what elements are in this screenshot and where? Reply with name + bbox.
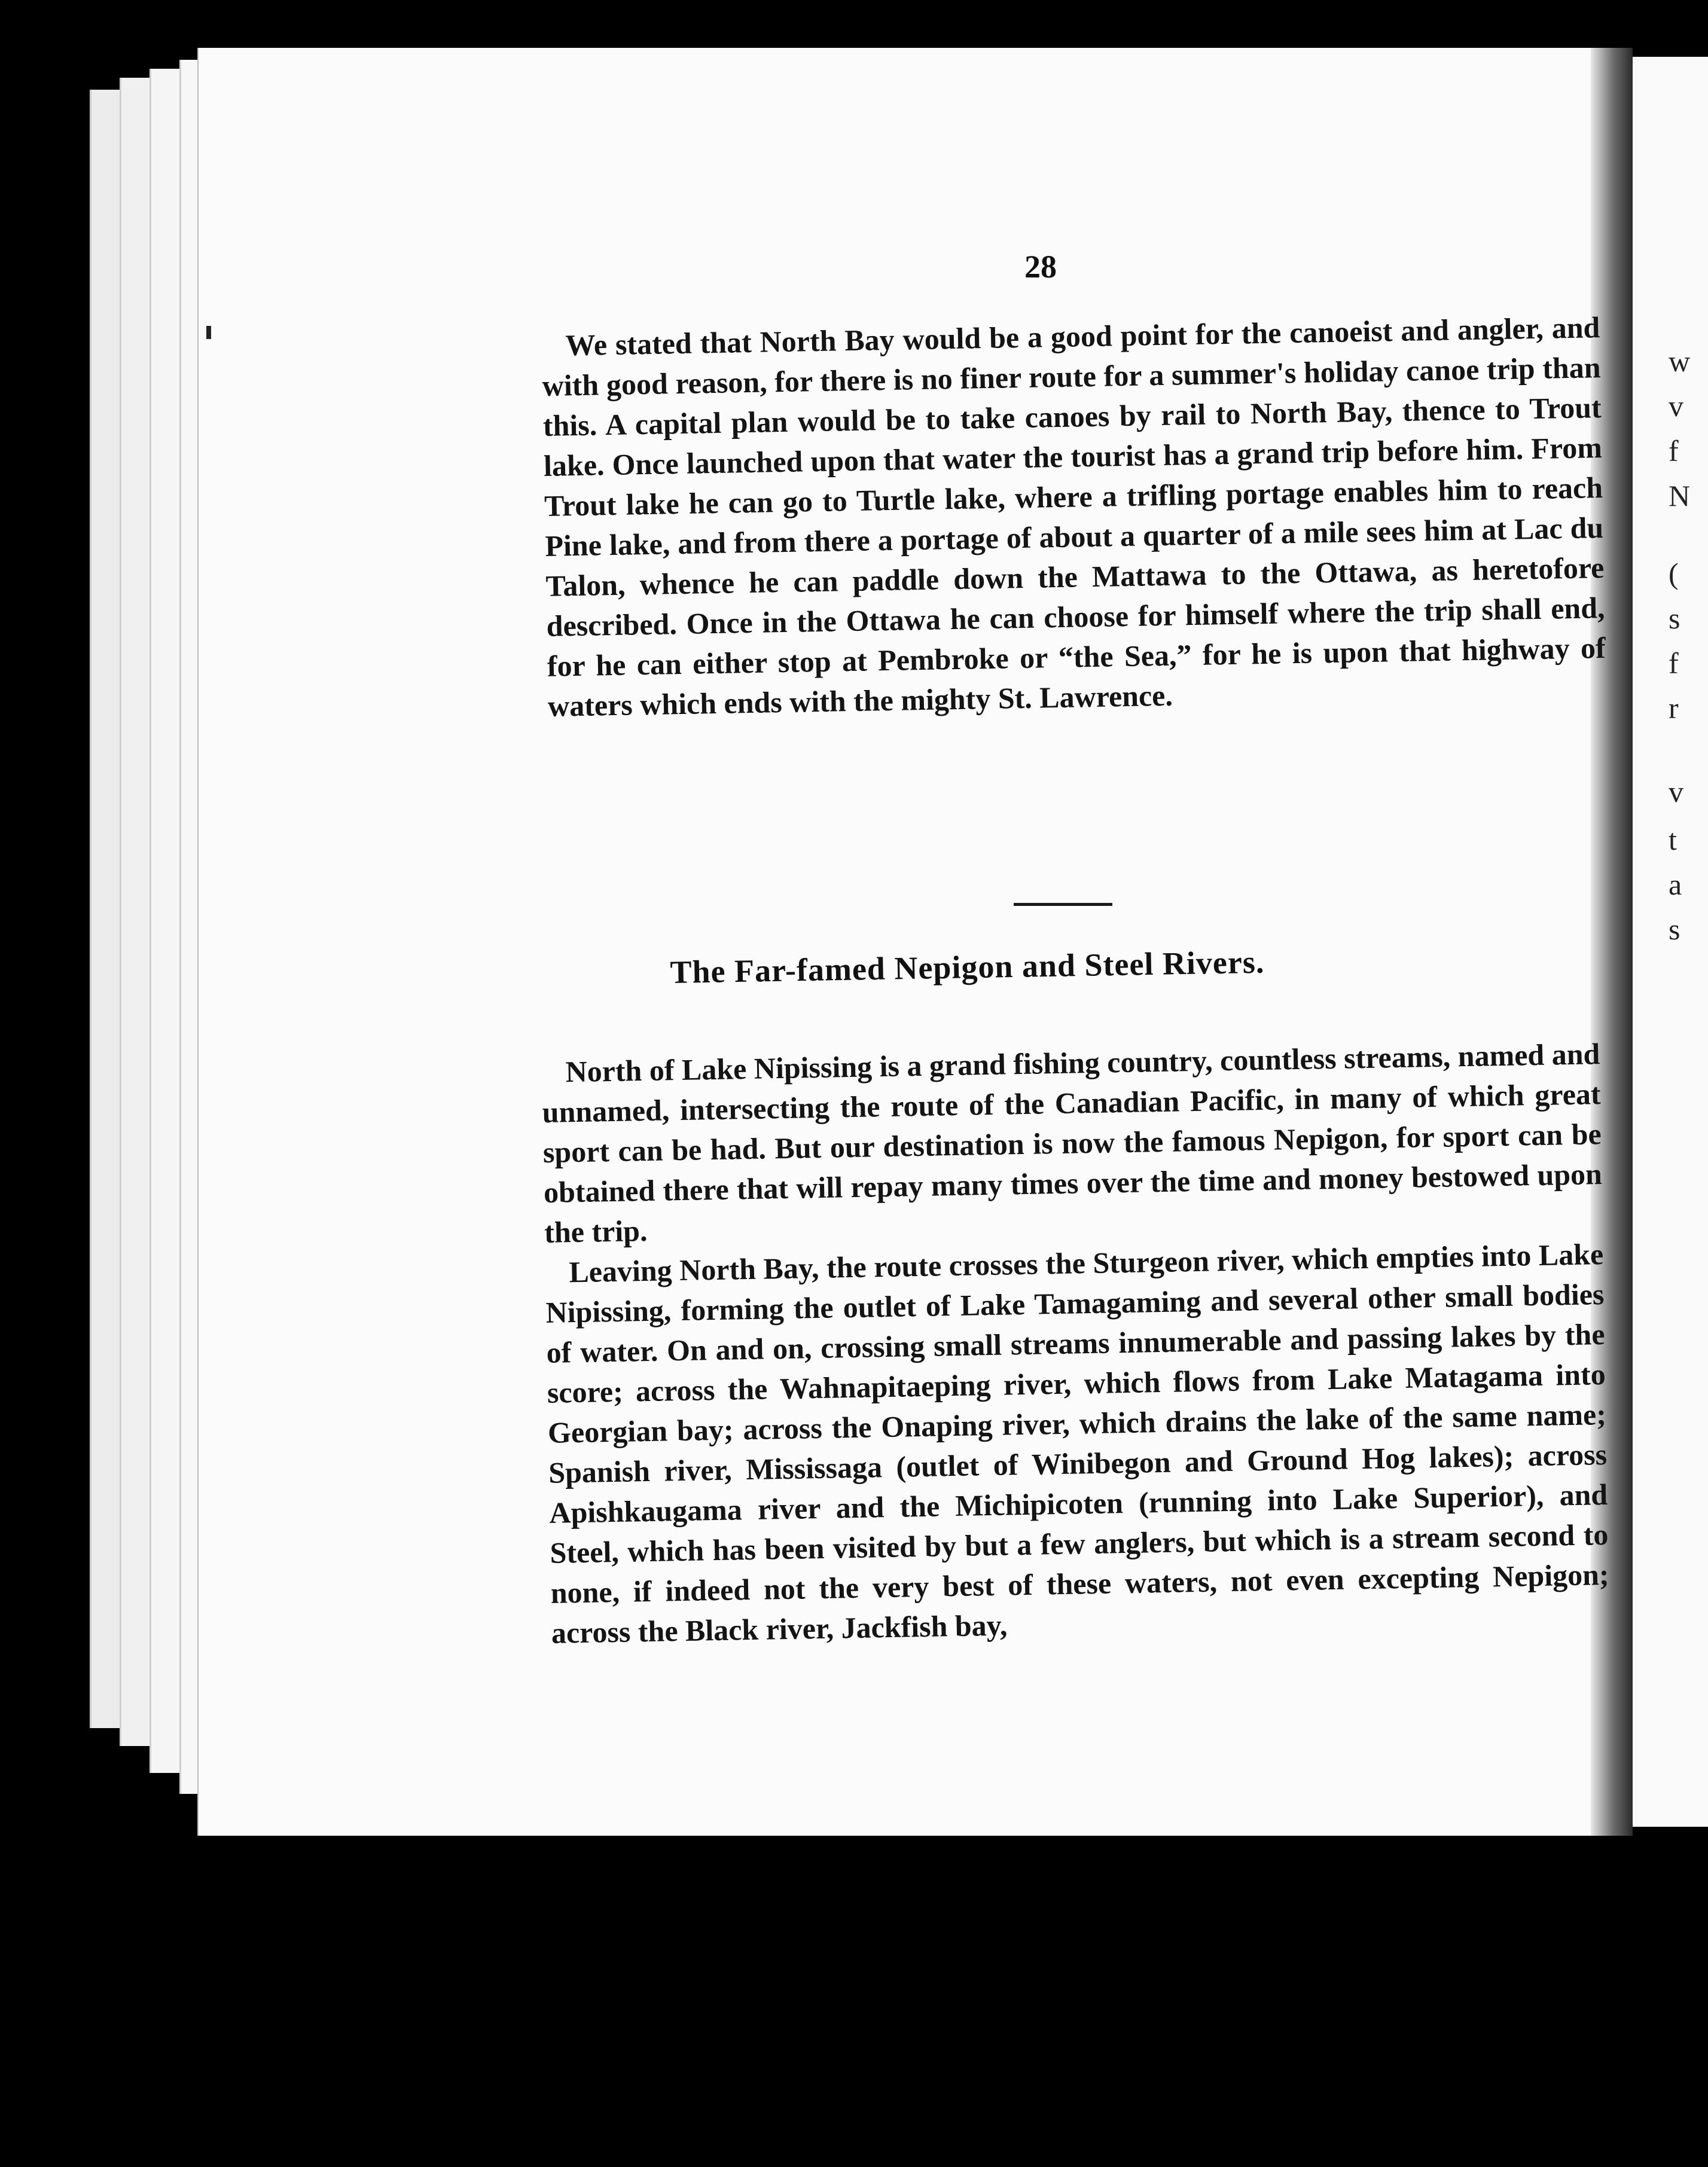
facing-page-fragment: ( — [1669, 557, 1679, 590]
intro-text-block — [541, 307, 1606, 727]
margin-mark — [206, 326, 211, 339]
facing-page-fragment: a — [1669, 868, 1682, 901]
facing-page — [1633, 57, 1708, 1827]
section-divider — [1014, 903, 1112, 906]
facing-page-fragment: w — [1669, 344, 1691, 378]
facing-page-fragment: v — [1669, 389, 1683, 423]
section-text-block — [541, 1034, 1610, 1653]
page-number: 28 — [1024, 249, 1057, 285]
paragraph: We stated that North Bay would be a good point for the canoeist and angler, and with good reason, for there is no finer route for a summer's holiday canoe trip than this. A capital plan would be to take canoes by rail to North Bay, thence to Trout lake. Once launched upon that water the tourist has a grand trip before him. From Trout lake he can go to Turtle lake, where a trifling portage enables him to reach Pine lake, and from there a portage of about a quarter of a mile sees him at Lac du Talon, whence he can paddle down the Mattawa to the Ottawa, as heretofore described. Once in the Ottawa he can choose for himself where the trip shall end, for he can either stop at Pembroke or “the Sea,” for he is upon that highway of waters which ends with the mighty St. Lawrence. — [542, 310, 1606, 723]
facing-page-fragment: v — [1669, 775, 1683, 808]
section-heading: The Far-famed Nepigon and Steel Rivers. — [670, 944, 1265, 990]
facing-page-fragment: N — [1669, 479, 1691, 512]
facing-page-fragment: s — [1669, 602, 1680, 635]
facing-page-fragment: r — [1669, 691, 1679, 725]
facing-page-fragment: t — [1669, 823, 1677, 856]
facing-page-fragment: f — [1669, 646, 1679, 680]
paragraph: North of Lake Nipissing is a grand fishing country, countless streams, named and unnamed, intersecting the route of the Canadian Pacific, in many of which great sport can be had. But our destination is now the famous Nepigon, for sport can be obtained there that will repay many times over the time and money bestowed upon the trip. — [542, 1037, 1603, 1249]
paragraph: Leaving North Bay, the route crosses the Sturgeon river, which empties into Lake Nipissing, forming the outlet of Lake Tamagaming and several other small bodies of water. On and on, crossing small streams innumerable and passing lakes by the score; across the Wahnapitaeping river, which flows from Lake Matagama into Georgian bay; across the Onaping river, which drains the lake of the same name; Spanish river, Mississaga (outlet of Winibegon and Ground Hog lakes); across Apishkaugama river and the Michipicoten (running into Lake Superior), and Steel, which has been visited by but a few anglers, but which is a stream second to none, if indeed not the very best of these waters, not even excepting Nepigon; across the Black river, Jackfish bay, — [545, 1237, 1609, 1650]
facing-page-fragment: s — [1669, 912, 1680, 946]
facing-page-fragment: f — [1669, 434, 1679, 468]
